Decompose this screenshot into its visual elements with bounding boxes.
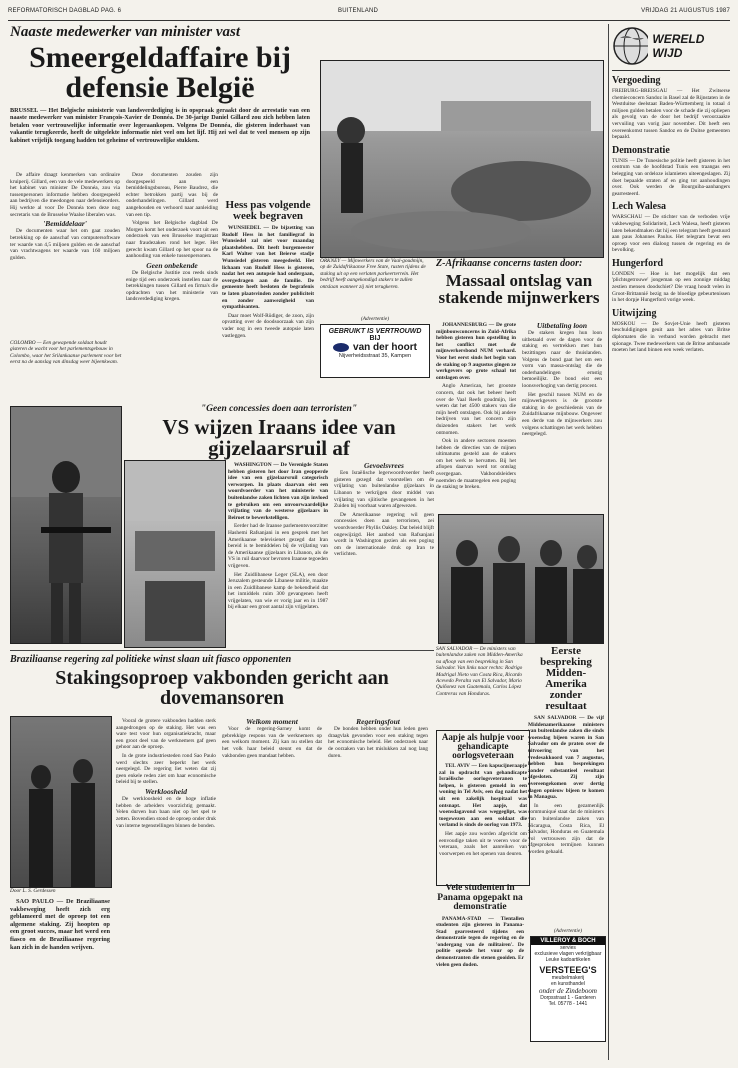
strike-body1: Vooral de grotere vakbonden hadden sterk aangedrongen op de staking. Het was een ware test voor hun organisatiekracht, maar een groot deel van de werknemers gaf geen gehoor aan de oproep. [116, 718, 216, 751]
sidebar-item-title: Lech Walesa [612, 201, 666, 213]
advert-vanderhoort[interactable] [320, 316, 430, 382]
strike-col2 [222, 718, 322, 1058]
sidebar-item-title: Uitwijzing [612, 307, 657, 319]
iran-body4: De Amerikaanse regering wil geen concessies doen aan terroristen, zei woordvoerder Phyllis Oakley. Dat beleid blijft ongewijzigd. Het aanbod van Rafsanjani wordt in Washington gezien als een poging om de internationale druk op Iran te verlichten. [334, 511, 434, 558]
strike-headline: Stakingsoproep vakbonden gericht aan dovemansoren [55, 667, 389, 709]
strike-col3 [328, 718, 428, 1058]
belgium-kicker: Naaste medewerker van minister vast [10, 24, 240, 40]
strike-body5: De bonden hebben onder hun leden geen draagvlak gevonden voor een staking tegen het economische beleid. Het onderzoek naar de oorzaken van het mislukken zal nog lang duren. [328, 726, 428, 759]
strike-col0 [10, 898, 110, 1058]
strike-col1 [116, 718, 216, 1058]
iran-body2: Het Zuidlibanese Leger (SLA), een door Jeruzalem gesteunde Libanese militie, maakte in een Zuidlibanese kamp de bekendheid dat het inmiddels ruim 300 gevangenen heeft vrijgelaten, van wie er vorig jaar en in 1987 bij elkaar een groot aantal zijn vrijgelaten. [228, 571, 328, 611]
belgium-body4: Volgens het Belgische dagblad De Morgen komt het onderzoek voort uit een onderzoek van een Brusselse magistraat naar fraudezaken rond het leger. Het gerecht kwam Gillard op het spoor na de aanhouding van enkele tussenpersonen. [126, 220, 218, 260]
advert1-address: Nijverheidsstraat 35, Kampen [338, 353, 412, 360]
sidebar-item-text: WARSCHAU — De stichter van de verboden vrije vakbeweging Solidariteit, Lech Walesa, heeft gisteren laten bekendmaken dat hij een telegram heeft gestuurd aan paus Johannes Paulus. Het telegram bevat een oproep voor een dialoog tussen de regering en de bevolking. [612, 214, 730, 254]
iran-body1: Eerder had de Iraanse parlementsvoorzitter Hashemi Rafsanjani in een gesprek met het Amerikaanse televisienet gezegd dat Iran bereid is te bemiddelen bij de vrijlating van de Amerikaanse gijzelaars in Libanon, als de VS in ruil daarvoor bevroren Iraanse tegoeden vrijgeven. [228, 523, 328, 569]
salvador-headline: Eerste bespreking Midden-Amerika zonder resultaat [540, 646, 592, 712]
strike-kicker: Braziliaanse regering zal politieke winst slaan uit fiasco opponenten [10, 654, 292, 665]
advert2-tagline1: exclusieve vlagen verkrijgbaar [534, 951, 602, 958]
sa-subhead: Uitbetaling loon [536, 322, 588, 330]
advert2-shop-sub1: meubelmakerij [551, 975, 585, 982]
belgium-body2: De documenten waar het om gaat zouden betrekking op de aanschaf van computersoftware ter waarde van 4,5 miljoen gulden en de aanschaf van vrachtwagens ter waarde van 160 miljoen gulden. [10, 228, 120, 261]
iran-col1 [228, 462, 328, 646]
monkey-body2: Het aapje zou worden afgericht om eenvoudige taken uit te voeren voor de veteraan, zoals het aanreiken van voorwerpen en het openen van deuren. [439, 830, 527, 857]
salvador-body2: In een gezamenlijk communiqué staat dat de ministers van buitenlandse zaken van Nicaragua, Costa Rica, El Salvador, Honduras en Guatemala vol vertrouwen zijn dat de afgesproken termijnen kunnen worden gehaald. [528, 802, 604, 855]
iran-photo [124, 460, 226, 648]
advert2-shop: VERSTEEG'S [539, 965, 597, 976]
ford-logo-icon [333, 343, 349, 352]
iran-col2 [334, 462, 434, 646]
colombo-caption: COLOMBO — Een gewapende soldaat houdt gisteren de wacht voor het parlementsgebouw in Colombo, waar het Srilankaanse parlement voor het eerst na de aanslag van dinsdag weer bijeenkwam. [10, 340, 122, 366]
belgium-col1 [10, 172, 120, 340]
sa-body3: De stakers kregen hun loon uitbetaald over de dagen voor de staking en vertrekken met hun bezittingen naar de thuislanden. Volgens de bond gaat het om een vorm van massa-ontslag die de onderhandelingen ernstig bemoeilijkt. De bond eist een loonsverhoging van dertig procent. [522, 330, 602, 389]
orkney-caption: ORKNEY — Mijnwerkers van de Vaal-goudmijn, op de Zuidafrikaanse Free State, rusten tijdens de staking uit op een verlaten parkeerterrein. Het bedrijf heeft aangekondigd stakers te zullen ontslaan wanneer zij niet terugkeren. [320, 258, 426, 290]
salvador-photo [438, 514, 604, 644]
sidebar-logo: WERELD WIJD [652, 32, 705, 60]
advert2-brand: VILLEROY & BOCH [531, 937, 605, 945]
header-rule [8, 20, 730, 21]
iran-body3: Een Israëlische legerwoordvoerder heeft gisteren gezegd dat voorstellen om de vrijlating van buitenlandse gijzelaars in Libanon te verkrijgen door middel van vrijlating van sjiitische gevangenen in het Zuiden bij voorbaat waren afgewezen. [334, 470, 434, 510]
advert2-phone: Tel. 05778 - 1441 [548, 1001, 588, 1008]
strike-subhead2: Welkom moment [246, 718, 298, 726]
iran-subhead: Gevoelsvrees [364, 462, 404, 470]
sa-body1: Anglo American, het grootste concern, dat ook het beheer heeft over de Vaal Reefs goudmijn, liet weten dat het 4500 stakers van die mijn heeft ontslagen. Ook bij andere bedrijven van het concern zijn duizenden stakers het werk ontnomen. [436, 383, 516, 436]
sidebar-item-title: Hungerford [612, 257, 664, 269]
belgium-headline: Smeergeldaffaire bij defensie België [29, 41, 291, 104]
globe-icon [612, 26, 648, 66]
sidebar-item-title: Demonstratie [612, 144, 670, 156]
advert2-label: (Advertentie) [554, 928, 582, 934]
sa-kicker: Z-Afrikaanse concerns tasten door: [436, 258, 583, 269]
sidebar-item-text: TUNIS — De Tunesische politie heeft gisteren in het centrum van de hoofdstad Tunis een traangas een belegging van ordeloze islamieten uiteengeslagen. Zij doet bepaalde straten af en ging tot aanhoudingen over. Ook werden de Bourguiba-aanhangers gearresteerd. [612, 157, 730, 197]
strike-byline: Door L. S. Gerdessen [10, 888, 56, 894]
belgium-body5: De Belgische Justitie zou reeds sinds enige tijd een onderzoek instellen naar de betrekkingen tussen Gillard en firma's die opdrachten van het ministerie van landsverdediging kregen. [126, 269, 218, 303]
strike-body4: Voor de regering-Sarney komt de gebrekkige respons van de werknemers op een welkom moment. Zij kan nu stellen dat het volk haar beleid steunt en dat de vakbonden geen mandaat hebben. [222, 726, 322, 759]
strike-body2: In de grote industriesteden rond Sao Paulo werd slechts zeer beperkt het werk neergelegd. De regering liet weten dat zij geen enkele reden ziet om haar economische beleid bij te stellen. [116, 752, 216, 786]
hess-headline: Hess pas volgende week begraven [225, 200, 311, 222]
sidebar-wereld-wijd [612, 26, 730, 1056]
belgium-subhead1: 'Bemiddelaar' [43, 219, 87, 229]
sidebar-rule [608, 24, 609, 1060]
sidebar-item-text: LONDEN — Hoe is het mogelijk dat een 'plichtsgetrouwe' jongeman op een zonnige middag zestien mensen doodschiet? Die vraag houdt velen in Groot-Brittannië bezig na de bloedige gebeurtenissen in het dorpje Hungerford vorige week. [612, 270, 730, 304]
strike-photo [10, 716, 112, 888]
salvador-caption: SAN SALVADOR — De ministers van buitenlandse zaken van Midden-Amerika na afloop van een bespreking in San Salvador. Van links naar rechts: Rodrigo Madrigal Nieto van Costa Rica, Ricardo Acevedo Peralta van El Salvador, Mario Quiñonez van Guatemala, Carlos López Contreras van Honduras. [436, 646, 523, 697]
panama-body: PANAMA-STAD — Tientallen studenten zijn gisteren in Panama-Stad gearresteerd tijdens een demonstratie tegen de regering en de 'ondergang van de militairen'. De politie opende het vuur op de demonstranten die stenen gooiden. Er vielen geen doden. [436, 915, 524, 968]
iran-kicker: "Geen concessies doen aan terroristen" [200, 404, 358, 414]
strike-subhead3: Regeringsfout [356, 718, 400, 726]
advert-versteeg[interactable] [530, 928, 606, 1048]
advert2-tagline2: Leuke kadoartikelen [545, 957, 591, 964]
header-date: VRIJDAG 21 AUGUSTUS 1987 [641, 8, 730, 14]
monkey-headline: Aapje als hulpje voor gehandicapte oorlogsveteraan [441, 732, 525, 760]
sidebar-header [612, 26, 730, 71]
colombo-photo-art [11, 407, 121, 643]
advert2-shop-line: onder de Zindeboom [539, 987, 597, 996]
hess-article [222, 200, 314, 396]
colombo-photo [10, 406, 122, 644]
strike-subhead1: Werkloosheid [145, 786, 187, 796]
advert1-line2: BIJ [369, 335, 381, 343]
salvador-photo-art [439, 515, 603, 643]
advert2-shop-sub2: en kunsthandel [551, 981, 585, 988]
sa-col2 [522, 322, 602, 512]
iran-lead: WASHINGTON — De Verenigde Staten hebben gisteren het door Iran geopperde idee van een gijzelaarsruil categorisch verworpen. In plaats daarvan eist een woordvoerder van het ministerie van buitenlandse zaken lichten van zijn invloed te gebruiken om een onvoorwaardelijke vrijlating van de westerse gijzelaars in Beiroet te bewerkstelligen. [228, 462, 328, 521]
sidebar-item-text: FREIBURG-BREISGAU — Het Zwitserse chemieconcern Sandoz in Basel zal de Rijnstaten in de Westduitse deelstaat Baden-Württemberg in totaal 4 miljoen gulden betalen voor de schade die zij opliepen als gevolg van de door het bedrijf veroorzaakte vervuiling van vorig jaar november. Dit heeft een overeenkomst tussen Sandoz en de Duitse gemeenten bepaald. [612, 88, 730, 141]
monkey-body: TEL AVIV — Een kapucijneraapje zal in opdracht van gehandicapte Israëlische oorlogsveteranen te helpen, is gisteren gemeld in een woning in Tel Aviv, een dag nadat het uit een zakelijk hospitaal was ontsnapt. Het aapje, dat woensdagavond was weggeglipt, was toegewezen aan een soldaat die verlamd is sinds de oorlog van 1973. [439, 763, 527, 829]
sa-col1 [436, 322, 516, 512]
sa-headline: Massaal ontslag van stakende mijnwerkers [438, 271, 600, 307]
salvador-body: SAN SALVADOR — De vijf Middenamerikaanse ministers van buitenlandse zaken die sinds woensdag bijeen waren in San Salvador om de praten over de uitvoering van het vredesakkoord van 7 augustus, hebben hun besprekingen zonder substantieel resultaat afgesloten. Zij zijn overeengekomen over dertig dagen opnieuw bijeen te komen in Managua. [528, 715, 604, 801]
page-header [8, 6, 730, 18]
sa-body4: Het geschil tussen NUM en de mijnwerkgevers is de grootste staking in de geschiedenis van de Zuidafrikaanse mijnbouw. Ongeveer een derde van de mijnwerkers zou volgens schattingen het werk hebben neergelegd. [522, 391, 602, 438]
panama-headline: Vele studenten in Panama opgepakt na demonstratie [437, 884, 523, 912]
strike-lead: SAO PAULO — De Braziliaanse vakbeweging heeft zich erg geblameerd met de oproep tot een algemene staking. Zij hoopten op een groot succes, maar het werd een fiasco en de Braziliaanse regering kan zich in de handen wrijven. [10, 898, 110, 951]
advert1-brand: van der hoort [353, 342, 417, 354]
belgium-lead: BRUSSEL — Het Belgische ministerie van landsverdediging is in opspraak geraakt door de arrestatie van een naaste medewerker van minister François-Xavier de Donnéa. De 30-jarige Daniel Gillard zou zich hebben laten betalen voor vertrouwelijke informatie over legeraankopen. Volgens De Donnéa, die gisteren inderhaast van vakantie terugkeerde, heeft de uitgelekte informatie niet veel om het lijf. Hij zei wel dat te veel mensen op zijn kabinet vrijelijk toegang hadden tot geheime of vertrouwelijke stukken. [10, 107, 310, 144]
monkey-article [436, 730, 530, 886]
advert1-label: (Advertentie) [361, 316, 389, 322]
advert2-address: Dorpsstraat 1 - Garderen [540, 995, 596, 1002]
hess-body2: Daar moet Wolf-Rüdiger, de zoon, zijn opvatting over de doodsoorzaak van zijn vader nog in een tweede autopsie laten vastleggen. [222, 312, 314, 339]
iran-photo-art [125, 461, 225, 647]
panama-article [436, 884, 524, 1054]
sa-head [436, 258, 602, 320]
sa-lead: JOHANNESBURG — De grote mijnbouwconcerns in Zuid-Afrika hebben gisteren hun opstelling in het conflict met de mijnwerkersbond NUM verhard. Voor het eerst sinds het begin van de staking op 9 augustus gingen ze werkgevers op grote schaal tot ontslagen over. [436, 322, 516, 381]
sidebar-item-title: Vergoeding [612, 75, 661, 86]
belgium-article-head [10, 24, 310, 170]
advert2-brand-sub: servies [560, 945, 576, 952]
header-left: REFORMATORISCH DAGBLAD PAG. 6 [8, 8, 122, 14]
section-rule [10, 650, 434, 651]
strike-photo-art [11, 717, 111, 887]
orkney-photo [320, 60, 604, 258]
header-section: BUITENLAND [338, 8, 379, 14]
belgium-body3: Deze documenten zouden zijn doorgespeeld aan een bemiddelingsbureau, Pierre Baudrez, die echter betrokken partij was bij de onderhandelingen. Gillard werd aangehouden en verhoord naar aanleiding van een tip. [126, 172, 218, 218]
iran-headline: VS wijzen Iraans idee van gijzelaarsruil af [162, 415, 396, 460]
sidebar-item-text: MOSKOU — De Sovjet-Unie heeft gisteren beschuldigingen geuit aan het adres van Britse diplomaten die in verband worden gebracht met spionage. Twee medewerkers van de Britse ambassade moeten het land binnen een week verlaten. [612, 320, 730, 354]
orkney-photo-art [321, 61, 603, 257]
strike-head [10, 654, 434, 716]
belgium-subhead2: Geen onbekende [146, 260, 198, 270]
strike-body3: De werkloosheid en de hoge inflatie hebben de arbeiders voorzichtig gemaakt. Velen durven hun baan niet op het spel te zetten. Bovendien stond de oproep onder druk van interne tegenstellingen binnen de bonden. [116, 796, 216, 829]
sa-body2: Ook in andere sectoren moesten hebben de directies van de mijnen ultimatums gesteld aan de stakers om het werk te hervatten. Bij het aflopen daarvan werd tot ontslag overgegaan. Vakbondsleiders noemden de maatregelen een poging de staking te breken. [436, 438, 516, 491]
belgium-body1: De affaire draagt kenmerken van ordinaire kruiperij. Gillard, een van de vele medewerkers op het kabinet van minister De Donnéa, zou via tussenpersonen informatie hebben doorgespeeld aan bedrijven die meedongen naar defensieorders. Hij werkte al voor De Donnéa toen deze nog secretaris van de Brusselse Waalse liberalen was. [10, 172, 120, 218]
belgium-col2 [126, 172, 218, 372]
hess-body: WUNSIEDEL — De bijzetting van Rudolf Hess in het familiegraf in Wunsiedel zal niet voor maandag plaatshebben. Dit heeft burgemeester Karl Walter van het Beierse stadje Wunsiedel gisteren meegedeeld. Het lichaam van Rudolf Hess is gisteren, nadat het een autopsie had ondergaan, overgedragen aan de familie. De gemeente heeft besloten de begrafenis te laten plaatsvinden zonder publiciteit en zonder aanwezigheid van sympathisanten. [222, 225, 314, 311]
advert1-line1: GEBRUIKT IS VERTROUWD [328, 328, 422, 336]
